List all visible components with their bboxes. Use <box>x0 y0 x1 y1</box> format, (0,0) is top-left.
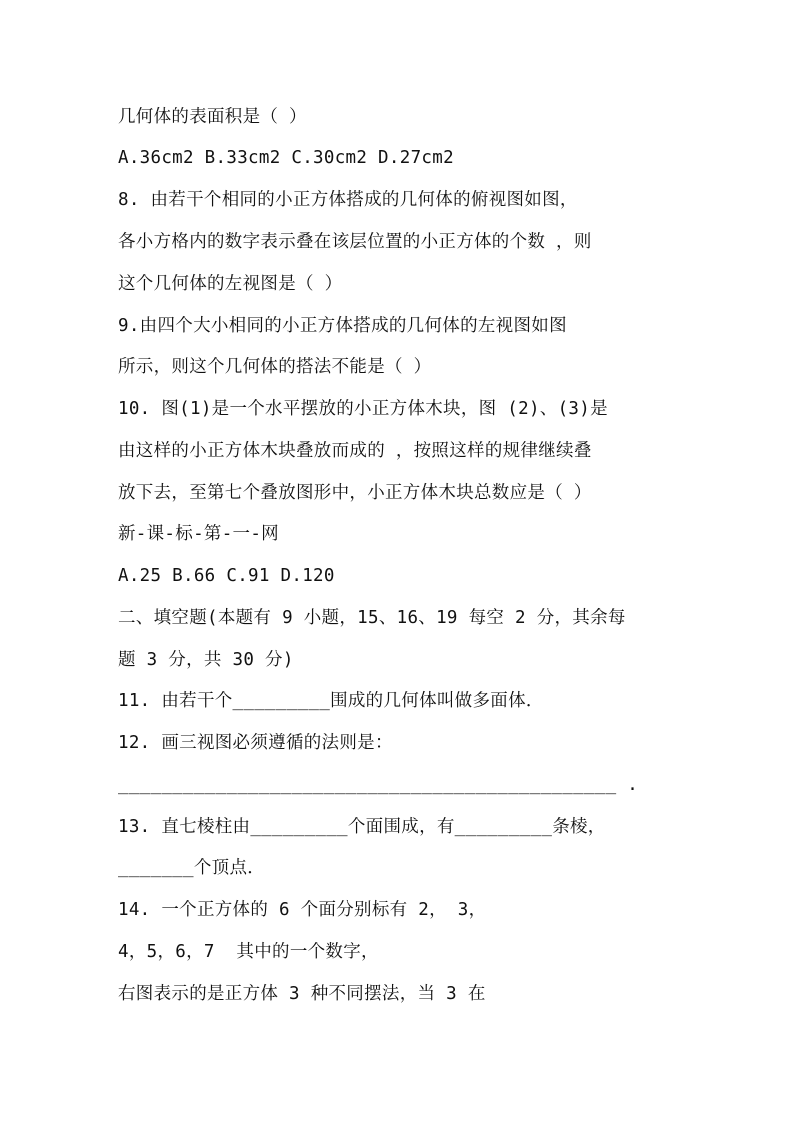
text-line: 这个几何体的左视图是（ ） <box>118 274 343 294</box>
text-line: 新-课-标-第-一-网 <box>118 524 279 544</box>
text-line: 几何体的表面积是（ ） <box>118 107 307 127</box>
text-line: 4，5，6，7 其中的一个数字， <box>118 942 379 962</box>
text-line: 放下去，至第七个叠放图形中，小正方体木块总数应是（ ） <box>118 483 592 503</box>
text-line: 11. 由若干个_________围成的几何体叫做多面体． <box>118 691 544 711</box>
text-line: 8. 由若干个相同的小正方体搭成的几何体的俯视图如图， <box>118 190 578 210</box>
text-line: 12. 画三视图必须遵循的法则是： <box>118 733 393 753</box>
text-line: 所示，则这个几何体的搭法不能是（ ） <box>118 357 432 377</box>
text-line: A.36cm2 B.33cm2 C.30cm2 D.27cm2 <box>118 148 454 168</box>
text-line: _______个顶点． <box>118 858 266 878</box>
text-line: A.25 B.66 C.91 D.120 <box>118 566 335 586</box>
text-line: 10. 图(1)是一个水平摆放的小正方体木块，图 (2)、(3)是 <box>118 399 608 419</box>
text-line: 题 3 分，共 30 分) <box>118 650 294 670</box>
text-line: 由这样的小正方体木块叠放而成的 ，按照这样的规律继续叠 <box>118 441 592 461</box>
text-line: 二、填空题(本题有 9 小题，15、16、19 每空 2 分，其余每 <box>118 608 626 628</box>
text-line: ______________________________________________ . <box>118 775 639 795</box>
text-line: 右图表示的是正方体 3 种不同摆法，当 3 在 <box>118 984 486 1004</box>
text-line: 14. 一个正方体的 6 个面分别标有 2， 3， <box>118 900 487 920</box>
text-line: 9.由四个大小相同的小正方体搭成的几何体的左视图如图 <box>118 316 567 336</box>
text-line: 各小方格内的数字表示叠在该层位置的小正方体的个数 ，则 <box>118 232 592 252</box>
text-line: 13. 直七棱柱由_________个面围成，有_________条棱， <box>118 817 606 837</box>
